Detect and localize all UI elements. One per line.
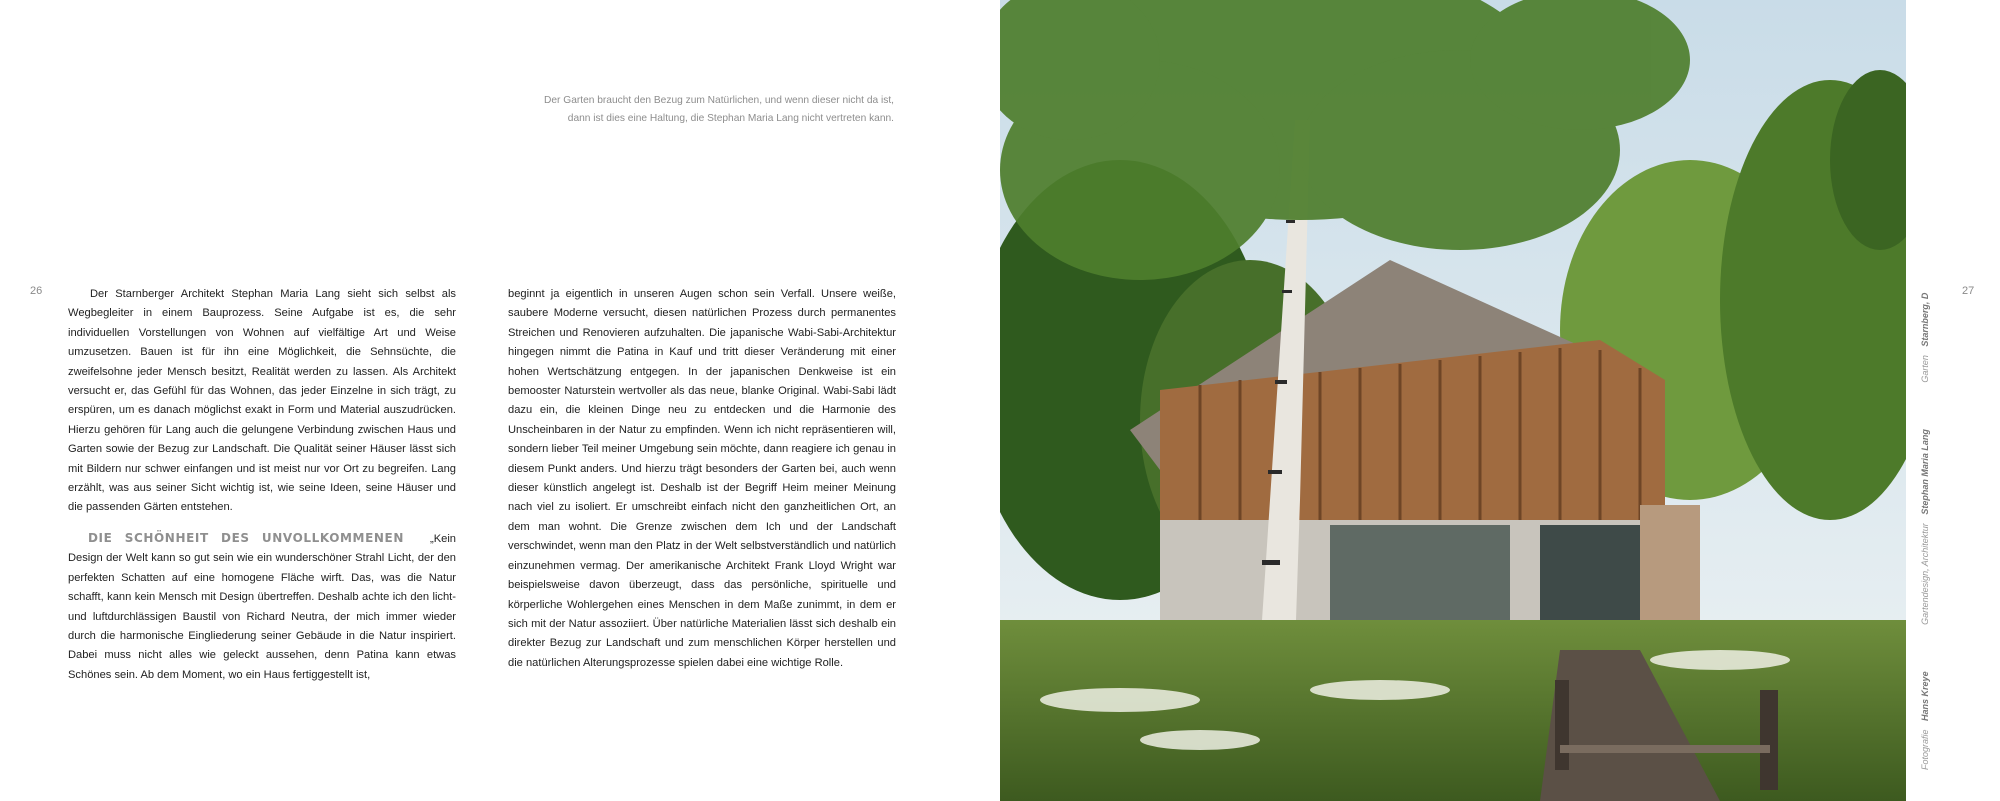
- page-number-right: 27: [1962, 285, 1975, 297]
- text-column-right: [508, 285, 896, 673]
- page-number-left: 26: [30, 285, 43, 297]
- credit-design-value: Stephan Maria Lang: [1920, 429, 1930, 515]
- house-garden-photo: [1000, 0, 1906, 801]
- article-paragraph-3: beginnt ja eigentlich in unseren Augen schon sein Verfall. Unsere weiße, saubere Moderne versucht, diesen natürlichen Prozess durch permanentes Streichen und Renovieren aufzuhalten. Die japanische Wabi-Sabi-Architektur hingegen nimmt die Patina in Kauf und tritt dieser Veränderung mit einer hohen Wertschätzung entgegen. In der japanischen Denkweise ist ein bemooster Naturstein wertvoller als das neue, blanke Original. Wabi-Sabi lädt dazu ein, die kleinen Dinge neu zu entdecken und die Harmonie des Unscheinbaren in der Natur zu empfinden. Wenn ich nicht repräsentieren will, sondern lieber Teil meiner Umgebung sein möchte, dann reagiere ich genau in diesem Punkt anders. Und hierzu trägt besonders der Garten bei, auch wenn dieser künstlich angelegt ist. Deshalb ist der Begriff Heim meiner Meinung nach viel zu isoliert. Er umschreibt einfach nicht den ganzheitlichen Ort, an dem man wohnt. Die Grenze zwischen dem Ich und der Landschaft verschwindet, wenn man den Platz in der Welt selbstverständlich und natürlich einzunehmen vermag. Der amerikanische Architekt Frank Lloyd Wright war beispielsweise davon überzeugt, dass das persönliche, spirituelle und körperliche Wohlergehen eines Menschen in dem Maße zunimmt, in dem er sich mit der Natur assoziiert. Über natürliche Materialien lässt sich deshalb ein direkter Bezug zur Landschaft und zum menschlichen Körper herstellen und die natürlichen Alterungsprozesse spielen dabei eine wichtige Rolle.: [508, 288, 896, 669]
- credit-photo-label: Fotografie: [1920, 729, 1930, 770]
- credit-design-label: Gartendesign, Architektur: [1920, 523, 1930, 625]
- credit-garden-value: Starnberg, D: [1920, 292, 1930, 347]
- text-column-left: [68, 285, 456, 685]
- photo-illustration: [1000, 0, 1906, 801]
- pull-quote: [474, 92, 894, 127]
- article-paragraph-1: Der Starnberger Architekt Stephan Maria Lang sieht sich selbst als Wegbegleiter in einem Bauprozess. Seine Aufgabe ist es, die sehr individuellen Vorstellungen von Wohnen auf vielfältige Art und Weise umzusetzen. Bauen ist für ihn eine Möglichkeit, die Sehnsüchte, die zweifelsohne jeder Mensch besitzt, Realität werden zu lassen. Als Architekt versucht er, das Gefühl für das Wohnen, das jeder Einzelne in sich trägt, zu erspüren, um es danach möglichst exakt in Form und Material auszudrücken. Hierzu gehören für Lang auch die gelungene Verbindung zwischen Haus und Garten sowie der Bezug zur Landschaft. Die Qualität seiner Häuser lässt sich mit Bildern nur schwer einfangen und ist meist nur vor Ort zu begreifen. Lang erzählt, was aus seiner Sicht wichtig ist, wie seine Ideen, seine Häuser und die passenden Gärten entstehen.: [68, 288, 456, 514]
- section-heading: DIE SCHÖNHEIT DES UNVOLLKOMMENEN: [88, 530, 404, 545]
- credit-garden-label: Garten: [1920, 355, 1930, 383]
- photo-credits: [1920, 249, 1930, 770]
- article-paragraph-2-text: „Kein Design der Welt kann so gut sein wie ein wunderschöner Strahl Licht, der den perfekten Schatten auf eine homogene Fläche wirft. Das, was die Natur schafft, kann kein Mensch mit Design übertreffen. Deshalb achte ich den licht- und luftdurchlässigen Baustil von Richard Neutra, der mich immer wieder durch die harmonische Eingliederung seiner Gebäude in die Natur inspiriert. Dabei muss nicht alles wie geleckt aussehen, denn Patina kann etwas Schönes sein. Ab dem Moment, wo ein Haus fertiggestellt ist,: [68, 532, 456, 681]
- article-paragraph-2: [68, 529, 456, 685]
- pull-quote-line-1: Der Garten braucht den Bezug zum Natürlichen, und wenn dieser nicht da ist,: [544, 95, 894, 106]
- credit-photo-value: Hans Kreye: [1920, 671, 1930, 721]
- pull-quote-line-2: dann ist dies eine Haltung, die Stephan Maria Lang nicht vertreten kann.: [567, 112, 894, 124]
